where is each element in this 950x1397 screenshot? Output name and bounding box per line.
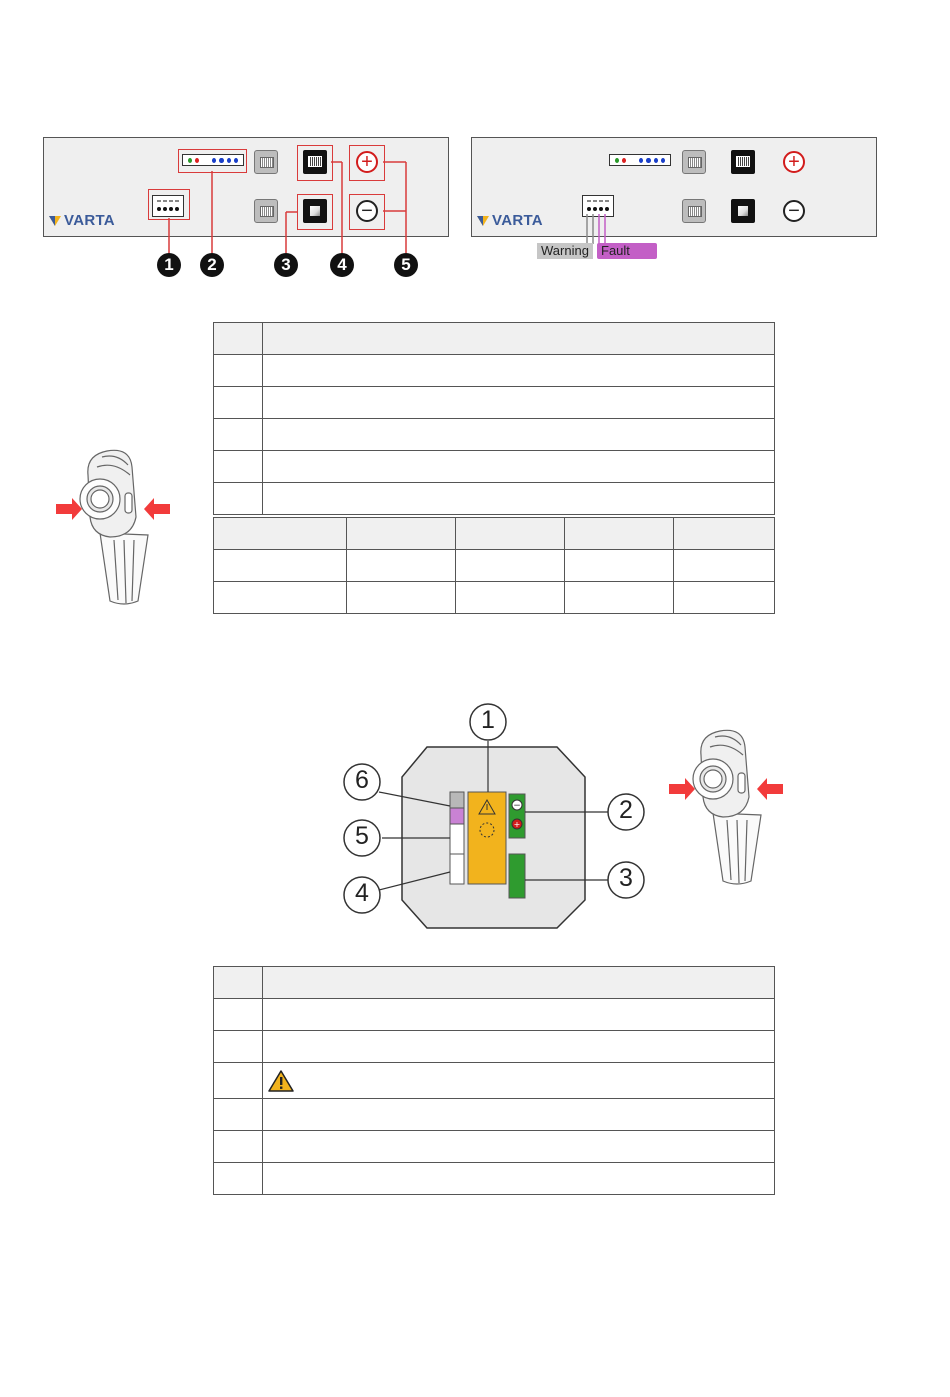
varta-brand-text: VARTA	[492, 212, 543, 229]
table-header-row	[214, 967, 775, 999]
warning-triangle-icon	[268, 1069, 294, 1093]
callout-number-5: 5	[394, 253, 418, 277]
table-row	[214, 582, 775, 614]
table-row	[214, 387, 775, 419]
varta-brand-text: VARTA	[64, 212, 115, 229]
table-row	[214, 1131, 775, 1163]
callout-number-1: 1	[157, 253, 181, 277]
table-row	[214, 483, 775, 515]
callout-number-4: 4	[330, 253, 354, 277]
diagram-callout-3: 3	[619, 864, 633, 892]
connector-plug-icon	[52, 445, 177, 610]
table-header-row	[214, 518, 775, 550]
svg-text:−: −	[513, 801, 521, 811]
diagram-callout-1: 1	[481, 706, 495, 734]
table-row	[214, 1099, 775, 1131]
table-row	[214, 999, 775, 1031]
connector-plug-icon	[665, 725, 790, 890]
dc-plus-terminal: +	[783, 151, 805, 173]
terminal-table	[213, 966, 775, 1195]
fault-tag: Fault	[597, 243, 657, 259]
svg-text:+: +	[513, 820, 521, 829]
ports-subtable	[213, 517, 775, 614]
warning-tag: Warning	[537, 243, 593, 259]
table-row	[214, 1031, 775, 1063]
table-header-row	[214, 323, 775, 355]
table-row	[214, 419, 775, 451]
diagram-callout-4: 4	[355, 879, 369, 907]
table-row	[214, 451, 775, 483]
dc-minus-terminal: −	[356, 200, 378, 222]
table-row	[214, 355, 775, 387]
diagram-callout-2: 2	[619, 796, 633, 824]
table-row	[214, 550, 775, 582]
table-row	[214, 1163, 775, 1195]
callout-number-3: 3	[274, 253, 298, 277]
dc-plus-terminal: +	[356, 151, 378, 173]
ports-table	[213, 322, 775, 515]
diagram-callout-5: 5	[355, 822, 369, 850]
dc-minus-terminal: −	[783, 200, 805, 222]
table-row	[214, 1063, 775, 1099]
diagram-callout-6: 6	[355, 766, 369, 794]
signal-wires	[0, 0, 950, 300]
callout-number-2: 2	[200, 253, 224, 277]
